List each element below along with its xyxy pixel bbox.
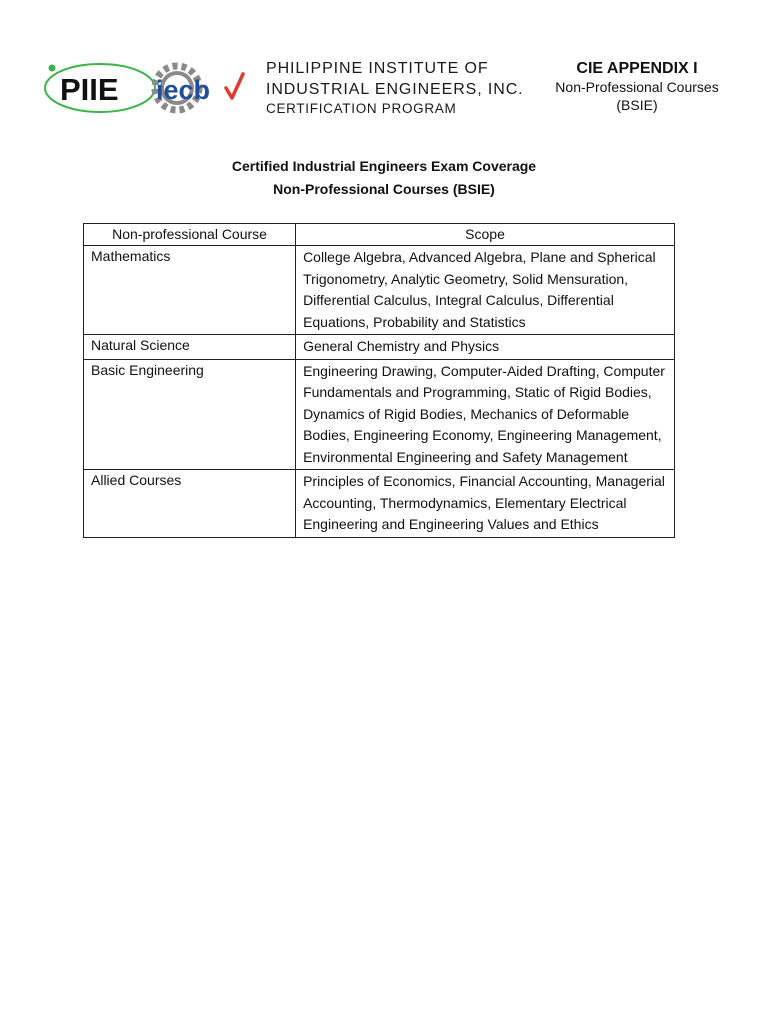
appendix-program: (BSIE) [616,97,658,113]
piie-iecb-logo [44,58,246,118]
appendix-label [540,59,734,114]
piie-logo-text: PIIE [60,72,119,107]
document-subtitle: Non-Professional Courses (BSIE) [273,181,495,197]
org-name-line2: INDUSTRIAL ENGINEERS, INC. [266,81,524,98]
column-header-course: Non-professional Course [84,224,296,246]
course-cell: Natural Science [84,335,296,360]
table-row [84,335,675,360]
coverage-table [83,223,675,538]
scope-cell: Principles of Economics, Financial Accounting, Managerial Accounting, Thermodynamics, Elementary Electrical Engineering and Engineering Values and Ethics [296,470,675,538]
org-name-line1: PHILIPPINE INSTITUTE OF [266,60,489,77]
check-mark-icon [226,74,243,98]
organization-name [266,58,536,118]
program-name: CERTIFICATION PROGRAM [266,101,457,116]
scope-cell: Engineering Drawing, Computer-Aided Drafting, Computer Fundamentals and Programming, Static of Rigid Bodies, Dynamics of Rigid Bodies, Mechanics of Deformable Bodies, Engineering Economy, Engineering Management, Environmental Engineering and Safety Management [296,359,675,470]
table-row [84,246,675,335]
column-header-scope: Scope [296,224,675,246]
table-row [84,470,675,538]
course-cell: Mathematics [84,246,296,335]
scope-cell: General Chemistry and Physics [296,335,675,360]
appendix-title: CIE APPENDIX I [576,60,698,77]
iecb-logo-text: iecb [156,75,211,105]
orbit-dot-icon [49,65,56,72]
scope-cell: College Algebra, Advanced Algebra, Plane and Spherical Trigonometry, Analytic Geometry, Solid Mensuration, Differential Calculus, Integral Calculus, Differential Equations, Probability and Statistics [296,246,675,335]
course-cell: Basic Engineering [84,359,296,470]
document-title: Certified Industrial Engineers Exam Coverage [231,158,537,174]
appendix-subtitle: Non-Professional Courses [555,79,719,95]
table-row [84,359,675,470]
table-header-row [84,224,675,246]
course-cell: Allied Courses [84,470,296,538]
